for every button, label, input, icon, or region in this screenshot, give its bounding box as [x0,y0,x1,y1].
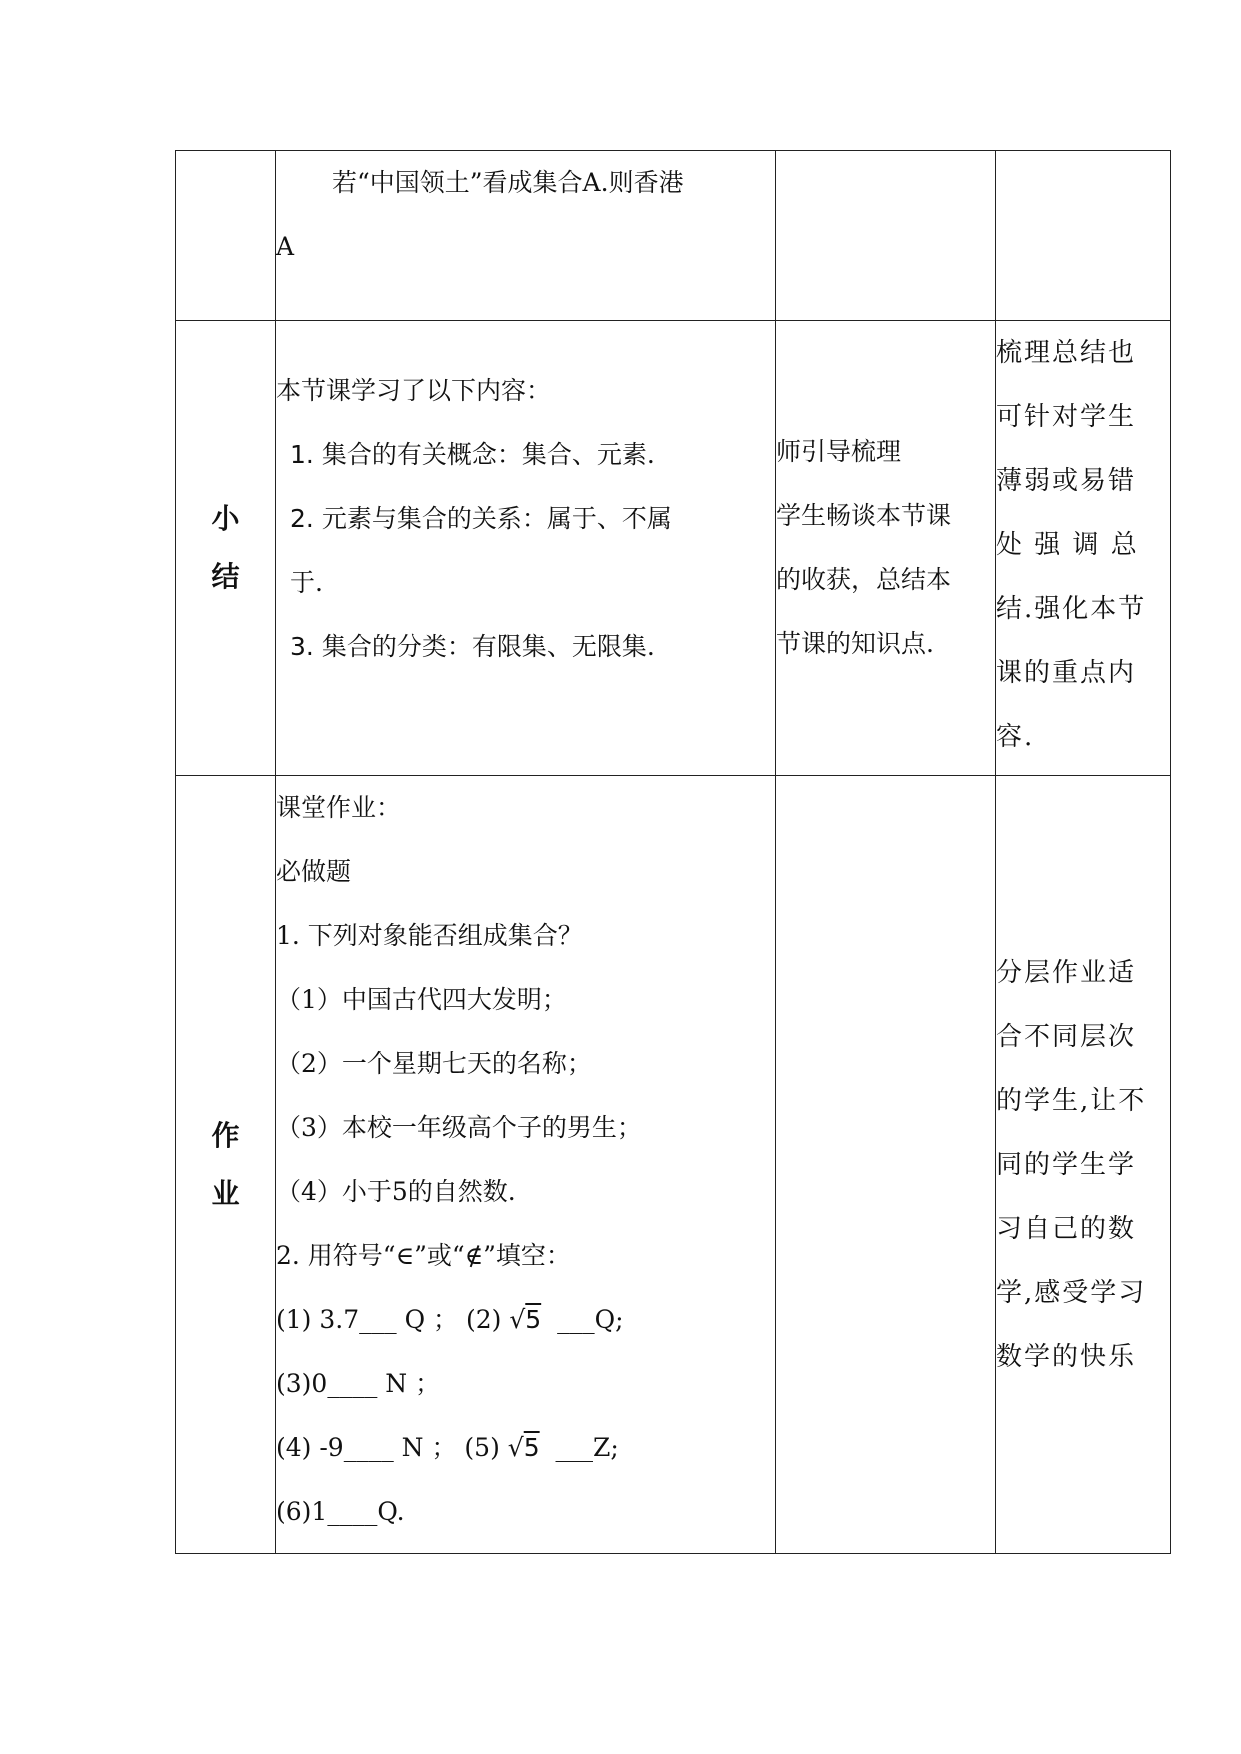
homework-title: 课堂作业： [276,793,402,822]
fill-in-line [276,1416,775,1480]
fill-in-line [276,1288,775,1352]
design-note [996,776,1171,1554]
homework-subtitle: 必做题 [276,857,352,886]
content-cell [276,151,776,321]
question-item: （3）本校一年级高个子的男生； [276,1113,642,1142]
note-line: 的学生,让不 [996,1085,1147,1116]
design-note [996,321,1171,776]
list-item [276,423,775,487]
content-line: A [276,232,295,261]
fill-in-line: (3)0____ N ； [276,1369,441,1398]
sqrt-radicand: 5 [525,1305,542,1334]
sqrt-symbol: √ [509,1305,526,1334]
section-label-summary [176,321,276,776]
label-char: 业 [211,1176,240,1210]
sqrt-symbol: √ [507,1433,524,1462]
homework-content [276,776,776,1554]
list-item [276,551,775,615]
note-line: 可针对学生 [996,402,1137,432]
teacher-activity [776,321,996,776]
label-cell-empty [176,151,276,321]
content-line: 若“中国领土”看成集合A.则香港 [332,168,684,197]
item-text: 集合的有关概念：集合、元素. [321,440,655,469]
item-number: 2. [290,504,314,533]
lesson-plan-table [175,150,1171,1554]
note-line: 习自己的数 [996,1213,1137,1244]
table-row [176,776,1171,1554]
teacher-line: 学生畅谈本节课 [776,501,952,530]
note-line: 同的学生学 [996,1149,1137,1180]
note-line: 课的重点内 [996,658,1137,688]
list-item [276,615,775,679]
sqrt-radicand: 5 [523,1433,540,1462]
note-line: 薄弱或易错 [996,466,1137,496]
teacher-line: 的收获，总结本 [776,565,952,594]
note-line: 合不同层次 [996,1021,1137,1052]
label-char: 结 [211,560,240,593]
label-char: 作 [211,1118,240,1152]
question-item: （4）小于5的自然数. [276,1177,516,1206]
list-item [276,487,775,551]
item-number: 1. [290,440,314,469]
item-number: 3. [290,632,314,661]
summary-content [276,321,776,776]
item-text: 元素与集合的关系：属于、不属 [321,504,672,533]
item-text: 集合的分类：有限集、无限集. [321,632,655,661]
note-line: 梳理总结也 [996,338,1137,368]
section-label-homework [176,776,276,1554]
note-line: 容. [996,722,1035,752]
summary-intro: 本节课学习了以下内容： [276,376,552,405]
teacher-cell [776,151,996,321]
note-line: 结.强化本节 [996,594,1147,624]
teacher-line: 师引导梳理 [776,437,902,466]
question-item: （1）中国古代四大发明； [276,985,567,1014]
label-char: 小 [211,502,240,535]
item-text: 于. [290,568,323,597]
fill-in-line: (6)1____Q. [276,1497,405,1526]
teacher-cell [776,776,996,1554]
sqrt-expression [509,1305,541,1334]
note-line: 学,感受学习 [996,1277,1147,1308]
question-item: （2）一个星期七天的名称； [276,1049,592,1078]
fill-in-text: ___Q; [557,1305,624,1334]
note-cell [996,151,1171,321]
fill-in-text: ___Z; [555,1433,619,1462]
question-2: 2. 用符号“∈”或“∉”填空： [276,1241,571,1270]
note-line: 分层作业适 [996,957,1137,988]
sqrt-expression [508,1433,540,1462]
table-row [176,151,1171,321]
question-1: 1. 下列对象能否组成集合？ [276,921,583,950]
table-row [176,321,1171,776]
note-line: 数学的快乐 [996,1341,1137,1372]
fill-in-text: (1) 3.7___ Q ； (2) [276,1305,510,1334]
note-line: 处 强 调 总 [996,530,1139,560]
teacher-line: 节课的知识点. [776,629,934,658]
fill-in-text: (4) -9____ N ； (5) [276,1433,508,1462]
